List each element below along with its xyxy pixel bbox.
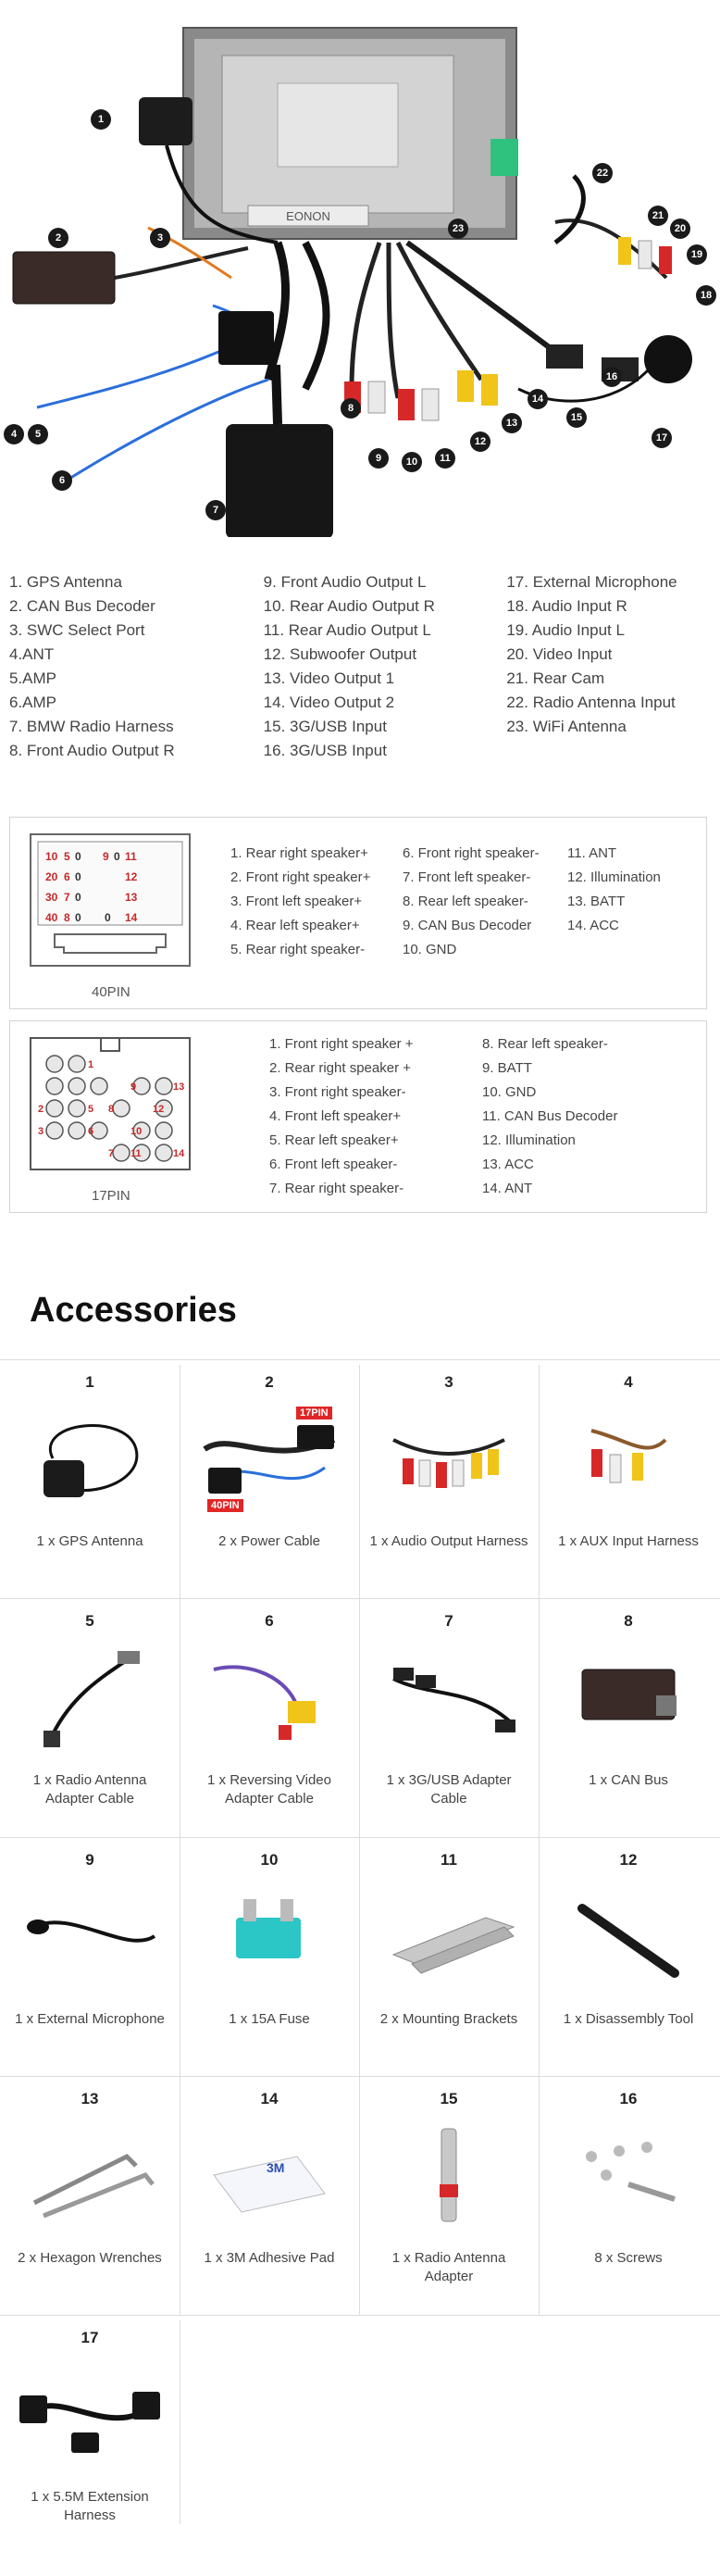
accessory-caption: 1 x GPS Antenna [36,1533,143,1549]
badge-17pin: 17PIN [296,1407,332,1419]
legend-item: 5.AMP [9,669,57,687]
accessory-number: 4 [624,1373,633,1391]
pin-item: 9. BATT [482,1060,532,1076]
pin-label: 13 [125,891,138,904]
pin-label: 0 [75,870,81,883]
accessory-item [359,1599,539,1838]
pin-label: 3 [38,1126,44,1137]
pin-item: 12. Illumination [567,869,661,885]
accessory-number: 11 [441,1851,457,1869]
pin-item: 13. BATT [567,894,626,909]
pin-label: 30 [45,891,58,904]
accessory-number: 14 [260,2090,279,2107]
hex-wrench-icon [16,2120,164,2231]
pin-item: 10. GND [403,942,457,957]
pin-item: 8. Rear left speaker- [403,894,528,909]
accessory-caption: 1 x AUX Input Harness [558,1533,699,1549]
pin-40-list [230,842,678,962]
callout-13: 13 [502,413,522,433]
accessory-number: 9 [85,1851,94,1869]
callout-5: 5 [28,424,48,444]
accessory-number: 1 [85,1373,94,1391]
pin-label: 14 [125,911,138,924]
accessory-number: 17 [81,2329,99,2346]
antenna-adapter-icon [375,2120,523,2231]
pin-label: 8 [64,911,70,924]
accessory-caption: 2 x Mounting Brackets [379,2011,518,2027]
callout-2: 2 [48,228,68,248]
callout-14: 14 [528,389,548,409]
accessory-caption: 8 x Screws [594,2250,663,2266]
accessory-number: 15 [440,2090,458,2107]
accessory-number: 12 [619,1851,638,1869]
pin-label: 0 [75,850,81,863]
accessory-item [539,1838,718,2077]
accessories-title: Accessories [30,1291,237,1330]
connector-17pin-box [9,1020,707,1213]
microphone-diagram-icon [644,335,692,383]
legend-item: 8. Front Audio Output R [9,742,175,759]
accessory-row [0,1359,720,1598]
brand-label: EONON [286,209,330,223]
pin-label: 5 [64,850,70,863]
pin-item: 4. Rear left speaker+ [230,918,360,933]
accessory-item [180,2077,359,2316]
microphone-icon [16,1881,164,1992]
accessory-item [180,1599,359,1838]
bracket-icon [375,1881,523,1992]
pin-label: 11 [125,850,137,863]
accessory-row [0,2315,720,2554]
legend-item: 2. CAN Bus Decoder [9,597,155,615]
callout-21: 21 [648,206,668,226]
accessory-caption: 1 x External Microphone [15,2011,165,2027]
pin-label: 10 [130,1126,143,1137]
accessory-caption: 1 x Radio Antenna Adapter [391,2250,506,2284]
pin-label: 40 [45,911,58,924]
pin-item: 8. Rear left speaker- [482,1036,608,1052]
accessory-item [0,1838,180,2077]
callout-6: 6 [52,470,72,491]
callout-3: 3 [150,228,170,248]
pin-label: 7 [64,891,70,904]
adhesive-pad-icon [195,2120,343,2231]
pin-item: 11. ANT [567,845,617,861]
pin-item: 6. Front right speaker- [403,845,540,861]
callout-20: 20 [670,219,690,239]
legend-item: 10. Rear Audio Output R [263,597,435,615]
legend-item: 11. Rear Audio Output L [263,621,431,639]
callout-16: 16 [602,367,622,387]
accessory-number: 16 [619,2090,638,2107]
pin-item: 11. CAN Bus Decoder [482,1108,618,1124]
pin-label: 0 [75,911,81,924]
legend-column [9,570,216,763]
accessory-caption: 1 x 15A Fuse [229,2011,310,2027]
pin-item: 9. CAN Bus Decoder [403,918,532,933]
head-unit-icon [183,28,518,239]
accessory-caption: 1 x 3G/USB Adapter Cable [386,1772,512,1807]
callout-4: 4 [4,424,24,444]
pry-tool-icon [554,1881,702,1992]
legend-item: 23. WiFi Antenna [506,718,627,735]
pin-label: 5 [88,1104,94,1115]
pin-label: 14 [173,1148,185,1159]
legend-item: 9. Front Audio Output L [263,573,427,591]
grid-divider [539,1365,540,2315]
pin-item: 2. Rear right speaker + [269,1060,411,1076]
legend-column [216,570,470,763]
pin-label: 9 [130,1082,137,1093]
plug-40pin-caption: 40PIN [92,984,130,1000]
callout-15: 15 [566,407,587,428]
accessory-item [359,1838,539,2077]
grid-divider [359,1365,360,2315]
pin-17-list [269,1032,667,1201]
pin-label: 0 [75,891,81,904]
callout-12: 12 [470,431,490,452]
pin-label: 10 [45,850,58,863]
legend-item: 22. Radio Antenna Input [506,694,676,711]
legend-item: 3. SWC Select Port [9,621,145,639]
accessory-caption: 1 x Disassembly Tool [563,2011,694,2027]
legend-item: 20. Video Input [506,645,613,663]
aux-harness-icon [554,1403,702,1514]
bmw-harness-icon [226,424,333,537]
component-legend [9,570,713,763]
pin-label: 6 [88,1126,94,1137]
legend-item: 14. Video Output 2 [263,694,395,711]
callout-22: 22 [592,163,613,183]
accessory-row [0,1837,720,2076]
callout-8: 8 [341,398,361,419]
gps-antenna-icon [16,1403,164,1514]
accessory-caption: 1 x Reversing Video Adapter Cable [207,1772,331,1807]
pin-item: 5. Rear right speaker- [230,942,366,957]
accessory-item [539,1360,718,1599]
legend-item: 19. Audio Input L [506,621,625,639]
legend-item: 17. External Microphone [506,573,677,591]
accessory-row [0,1598,720,1837]
legend-item: 21. Rear Cam [506,669,605,687]
pin-label: 0 [105,911,111,924]
callout-18: 18 [696,285,716,306]
pin-label: 12 [125,870,138,883]
callout-23: 23 [448,219,468,239]
legend-column [469,570,713,763]
callout-7: 7 [205,500,226,520]
legend-item: 13. Video Output 1 [263,669,395,687]
screws-icon [554,2120,702,2231]
legend-item: 1. GPS Antenna [9,573,122,591]
extension-harness-icon [16,2358,164,2470]
accessory-number: 6 [265,1612,274,1630]
pin-item: 7. Front left speaker- [403,869,531,885]
pin-item: 3. Front right speaker- [269,1084,406,1100]
usb-plug-icon [546,344,583,369]
legend-item: 12. Subwoofer Output [263,645,417,663]
pin-item: 6. Front left speaker- [269,1157,398,1172]
accessory-caption: 2 x Hexagon Wrenches [18,2250,162,2266]
pin-item: 7. Rear right speaker- [269,1181,404,1196]
accessory-item [359,2077,539,2316]
accessory-number: 7 [444,1612,453,1630]
rca-plugs-icon [344,243,498,420]
can-bus-icon [13,252,115,304]
pin-label: 13 [173,1082,185,1093]
pin-item: 14. ACC [567,918,619,933]
accessory-row [0,2076,720,2315]
accessory-caption: 1 x 3M Adhesive Pad [204,2250,335,2266]
video-cable-icon [195,1642,343,1753]
badge-3m: 3M [267,2160,285,2175]
power-cable-icon [195,1403,343,1514]
accessory-caption: 1 x Audio Output Harness [369,1533,528,1549]
plug-17pin-caption: 17PIN [92,1188,130,1204]
accessory-item [180,1838,359,2077]
wiring-diagram [0,0,720,537]
pin-item: 13. ACC [482,1157,534,1172]
accessory-number: 3 [444,1373,453,1391]
callout-9: 9 [368,448,389,469]
accessory-item [0,2077,180,2316]
accessory-item [539,2077,718,2316]
callout-11: 11 [435,448,455,469]
pin-item: 5. Rear left speaker+ [269,1132,399,1148]
accessory-caption: 1 x CAN Bus [589,1772,668,1788]
accessory-number: 2 [265,1373,274,1391]
legend-item: 7. BMW Radio Harness [9,718,174,735]
connector-40pin-box [9,817,707,1009]
callout-17: 17 [652,428,672,448]
plug-40pin-icon [27,831,193,969]
pin-item: 1. Rear right speaker+ [230,845,368,861]
pin-label: 1 [88,1059,94,1070]
accessory-number: 10 [260,1851,279,1869]
accessory-item [359,1360,539,1599]
pin-item: 12. Illumination [482,1132,576,1148]
plug-17pin-icon [27,1034,193,1173]
pin-label: 12 [153,1104,165,1115]
pin-item: 14. ANT [482,1181,533,1196]
pin-label: 0 [114,850,120,863]
accessory-caption: 1 x Radio Antenna Adapter Cable [32,1772,147,1807]
callout-1: 1 [91,109,111,130]
accessory-number: 5 [85,1612,94,1630]
accessory-item [0,1599,180,1838]
legend-item: 16. 3G/USB Input [263,742,387,759]
pin-item: 2. Front right speaker+ [230,869,371,885]
legend-item: 4.ANT [9,645,55,663]
legend-item: 6.AMP [9,694,57,711]
pin-label: 6 [64,870,70,883]
legend-item: 18. Audio Input R [506,597,627,615]
pin-label: 11 [130,1148,142,1159]
pin-label: 20 [45,870,58,883]
pin-item: 4. Front left speaker+ [269,1108,402,1124]
accessory-item [0,1360,180,1599]
pin-item: 10. GND [482,1084,537,1100]
callout-10: 10 [402,452,422,472]
accessory-item [539,1599,718,1838]
accessory-caption: 2 x Power Cable [217,1533,321,1549]
pin-label: 2 [38,1104,44,1115]
gps-antenna-icon [139,97,192,145]
fuse-icon [195,1881,343,1992]
accessory-caption: 1 x 5.5M Extension Harness [31,2489,149,2523]
can-bus-icon [554,1642,702,1753]
callout-19: 19 [687,244,707,265]
pin-label: 7 [108,1148,115,1159]
legend-item: 15. 3G/USB Input [263,718,387,735]
accessory-item [0,2316,180,2555]
audio-harness-icon [375,1403,523,1514]
accessory-number: 8 [624,1612,633,1630]
pin-label: 8 [108,1104,115,1115]
antenna-cable-icon [16,1642,164,1753]
pin-item: 3. Front left speaker+ [230,894,363,909]
usb-cable-icon [375,1642,523,1753]
badge-40pin: 40PIN [207,1499,243,1512]
pin-item: 1. Front right speaker + [269,1036,414,1052]
accessory-item [180,1360,359,1599]
pin-label: 9 [103,850,109,863]
accessory-number: 13 [81,2090,99,2107]
